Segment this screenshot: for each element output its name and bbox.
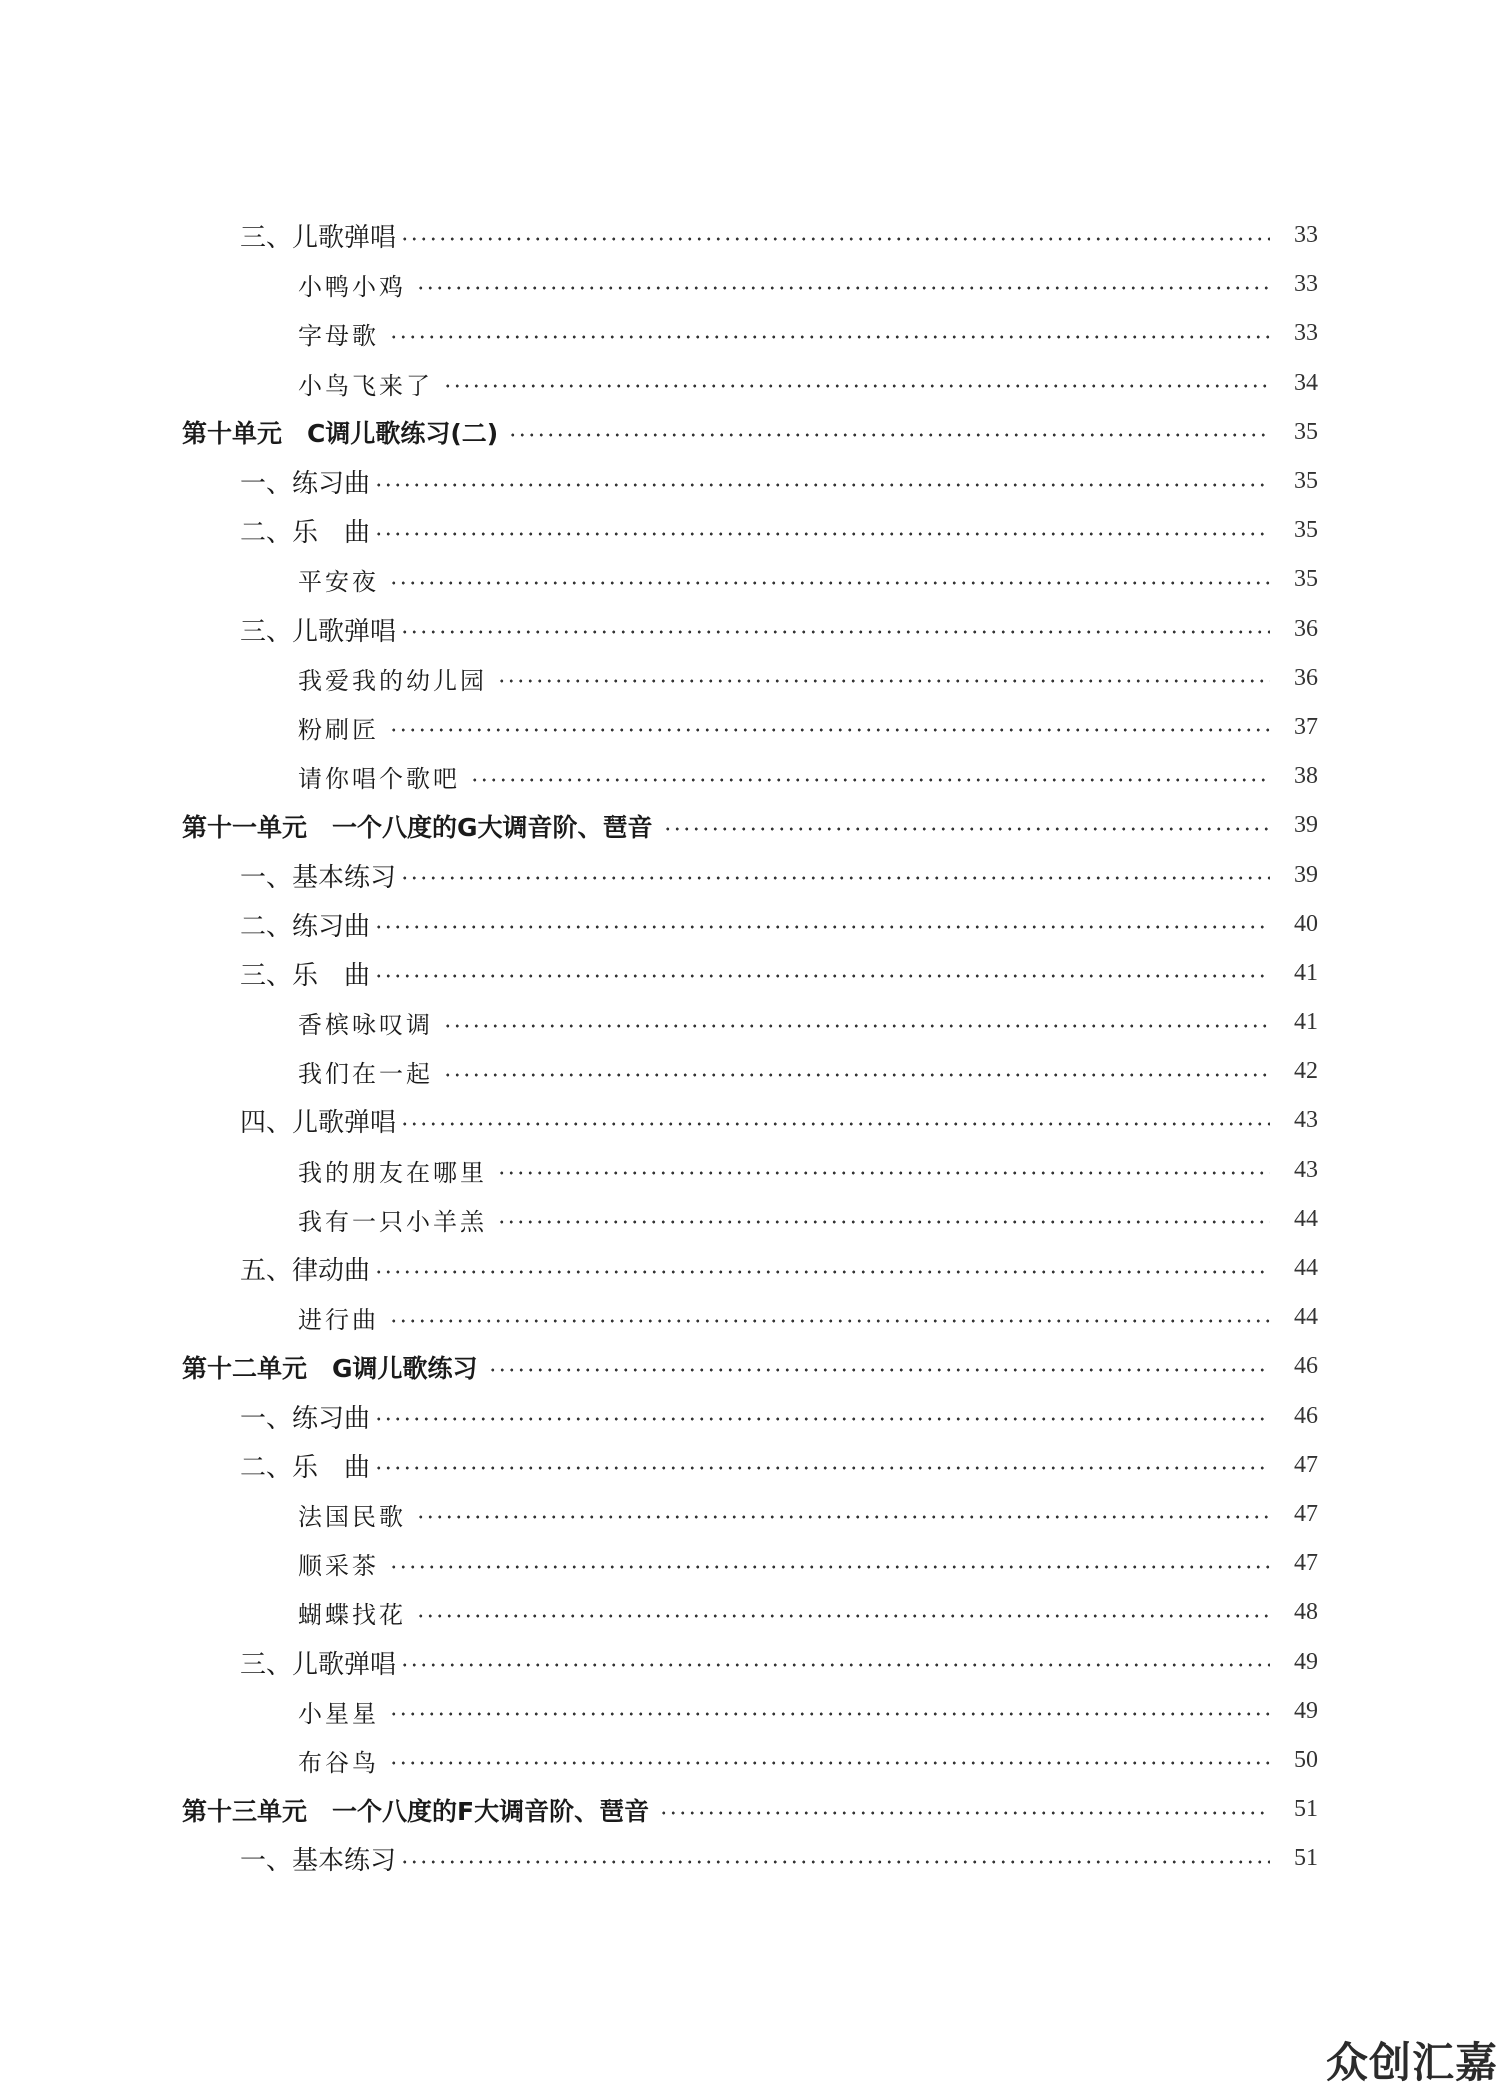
toc-page-number: 50 [1294, 1746, 1318, 1773]
toc-page-number: 44 [1294, 1255, 1318, 1282]
toc-page-number: 35 [1294, 468, 1318, 495]
dot-leader [374, 1270, 1270, 1274]
toc-page-number: 44 [1294, 1205, 1318, 1232]
toc-entry-title: 小鸟飞来了 [298, 371, 433, 400]
toc-page-number: 38 [1294, 763, 1318, 790]
dot-leader [400, 1122, 1270, 1126]
toc-entry-title: 二、乐 曲 [240, 1452, 371, 1483]
toc-section-entry[interactable] [0, 850, 1504, 899]
toc-entry-title: 第十一单元 一个八度的G大调音阶、琶音 [182, 812, 653, 842]
toc-entry-title: 我爱我的幼儿园 [298, 666, 487, 695]
toc-entry-title: 我的朋友在哪里 [298, 1158, 487, 1187]
dot-leader [374, 1417, 1270, 1421]
toc-page-number: 33 [1294, 222, 1318, 249]
toc-section-entry[interactable] [0, 457, 1504, 506]
toc-page-number: 35 [1294, 418, 1318, 445]
table-of-contents [0, 211, 1504, 1883]
toc-entry-title: 第十单元 C调儿歌练习(二) [182, 419, 499, 449]
toc-section-entry[interactable] [0, 1244, 1504, 1293]
toc-song-entry[interactable] [0, 703, 1504, 752]
toc-page-number: 35 [1294, 566, 1318, 593]
toc-unit-entry[interactable] [0, 1342, 1504, 1391]
dot-leader [400, 1663, 1270, 1667]
dot-leader [443, 1073, 1270, 1077]
toc-entry-title: 我们在一起 [298, 1060, 433, 1089]
toc-song-entry[interactable] [0, 1293, 1504, 1342]
toc-song-entry[interactable] [0, 1539, 1504, 1588]
dot-leader [443, 1024, 1270, 1028]
dot-leader [400, 237, 1270, 241]
dot-leader [508, 433, 1270, 437]
dot-leader [497, 1220, 1270, 1224]
toc-entry-title: 进行曲 [298, 1306, 379, 1335]
toc-entry-title: 一、基本练习 [240, 862, 397, 893]
toc-page-number: 44 [1294, 1304, 1318, 1331]
toc-page-number: 33 [1294, 320, 1318, 347]
toc-entry-title: 请你唱个歌吧 [298, 765, 460, 794]
dot-leader [659, 1811, 1270, 1815]
toc-page-number: 40 [1294, 910, 1318, 937]
dot-leader [389, 335, 1270, 339]
toc-song-entry[interactable] [0, 555, 1504, 604]
toc-entry-title: 三、儿歌弹唱 [240, 223, 397, 254]
toc-section-entry[interactable] [0, 949, 1504, 998]
dot-leader [374, 925, 1270, 929]
dot-leader [389, 581, 1270, 585]
toc-page-number: 39 [1294, 861, 1318, 888]
toc-song-entry[interactable] [0, 309, 1504, 358]
dot-leader [389, 1761, 1270, 1765]
toc-entry-title: 一、练习曲 [240, 469, 371, 500]
toc-section-entry[interactable] [0, 900, 1504, 949]
dot-leader [400, 876, 1270, 880]
toc-page-number: 47 [1294, 1451, 1318, 1478]
toc-page-number: 34 [1294, 369, 1318, 396]
dot-leader [374, 974, 1270, 978]
toc-unit-entry[interactable] [0, 801, 1504, 850]
toc-entry-title: 字母歌 [298, 322, 379, 351]
toc-entry-title: 二、乐 曲 [240, 518, 371, 549]
dot-leader [374, 1466, 1270, 1470]
toc-page-number: 43 [1294, 1107, 1318, 1134]
toc-song-entry[interactable] [0, 1588, 1504, 1637]
dot-leader [374, 483, 1270, 487]
toc-section-entry[interactable] [0, 605, 1504, 654]
toc-page-number: 47 [1294, 1500, 1318, 1527]
dot-leader [374, 532, 1270, 536]
toc-entry-title: 三、儿歌弹唱 [240, 616, 397, 647]
dot-leader [389, 728, 1270, 732]
toc-page-number: 42 [1294, 1058, 1318, 1085]
toc-section-entry[interactable] [0, 1096, 1504, 1145]
toc-entry-title: 小鸭小鸡 [298, 273, 406, 302]
toc-entry-title: 第十三单元 一个八度的F大调音阶、琶音 [182, 1796, 650, 1826]
toc-page-number: 36 [1294, 615, 1318, 642]
dot-leader [389, 1565, 1270, 1569]
toc-entry-title: 小星星 [298, 1699, 379, 1728]
toc-entry-title: 蝴蝶找花 [298, 1601, 406, 1630]
toc-song-entry[interactable] [0, 1490, 1504, 1539]
toc-entry-title: 一、练习曲 [240, 1403, 371, 1434]
toc-section-entry[interactable] [0, 1637, 1504, 1686]
toc-song-entry[interactable] [0, 1146, 1504, 1195]
dot-leader [470, 778, 1270, 782]
toc-entry-title: 我有一只小羊羔 [298, 1207, 487, 1236]
dot-leader [400, 630, 1270, 634]
dot-leader [389, 1319, 1270, 1323]
toc-page-number: 36 [1294, 664, 1318, 691]
toc-section-entry[interactable] [0, 1392, 1504, 1441]
dot-leader [416, 286, 1270, 290]
toc-entry-title: 布谷鸟 [298, 1748, 379, 1777]
dot-leader [497, 679, 1270, 683]
dot-leader [443, 384, 1270, 388]
toc-page-number: 41 [1294, 959, 1318, 986]
toc-entry-title: 法国民歌 [298, 1502, 406, 1531]
toc-song-entry[interactable] [0, 1736, 1504, 1785]
toc-song-entry[interactable] [0, 1195, 1504, 1244]
toc-unit-entry[interactable] [0, 408, 1504, 457]
toc-page-number: 33 [1294, 271, 1318, 298]
toc-entry-title: 二、练习曲 [240, 911, 371, 942]
toc-page-number: 35 [1294, 517, 1318, 544]
dot-leader [497, 1171, 1270, 1175]
toc-page-number: 51 [1294, 1796, 1318, 1823]
toc-page-number: 39 [1294, 812, 1318, 839]
toc-song-entry[interactable] [0, 654, 1504, 703]
toc-page-number: 49 [1294, 1648, 1318, 1675]
watermark-logo: 众创汇嘉 [1325, 2038, 1498, 2087]
toc-song-entry[interactable] [0, 1047, 1504, 1096]
toc-entry-title: 一、基本练习 [240, 1846, 397, 1877]
toc-song-entry[interactable] [0, 998, 1504, 1047]
dot-leader [400, 1860, 1270, 1864]
toc-entry-title: 五、律动曲 [240, 1256, 371, 1287]
toc-entry-title: 香槟咏叹调 [298, 1011, 433, 1040]
toc-page-number: 46 [1294, 1353, 1318, 1380]
toc-page-number: 48 [1294, 1599, 1318, 1626]
toc-entry-title: 四、儿歌弹唱 [240, 1108, 397, 1139]
toc-song-entry[interactable] [0, 1687, 1504, 1736]
toc-entry-title: 粉刷匠 [298, 715, 379, 744]
toc-page-number: 43 [1294, 1156, 1318, 1183]
toc-entry-title: 三、乐 曲 [240, 960, 371, 991]
toc-section-entry[interactable] [0, 1834, 1504, 1883]
dot-leader [416, 1614, 1270, 1618]
toc-page-number: 37 [1294, 713, 1318, 740]
toc-section-entry[interactable] [0, 1441, 1504, 1490]
toc-entry-title: 顺采茶 [298, 1552, 379, 1581]
toc-page-number: 47 [1294, 1550, 1318, 1577]
dot-leader [416, 1515, 1270, 1519]
toc-entry-title: 平安夜 [298, 568, 379, 597]
dot-leader [389, 1712, 1270, 1716]
toc-song-entry[interactable] [0, 359, 1504, 408]
toc-song-entry[interactable] [0, 260, 1504, 309]
toc-entry-title: 第十二单元 G调儿歌练习 [182, 1353, 478, 1383]
dot-leader [663, 827, 1270, 831]
toc-page-number: 46 [1294, 1402, 1318, 1429]
toc-page-number: 49 [1294, 1697, 1318, 1724]
dot-leader [488, 1368, 1270, 1372]
toc-page-number: 51 [1294, 1845, 1318, 1872]
toc-entry-title: 三、儿歌弹唱 [240, 1649, 397, 1680]
toc-section-entry[interactable] [0, 506, 1504, 555]
toc-section-entry[interactable] [0, 211, 1504, 260]
toc-song-entry[interactable] [0, 752, 1504, 801]
toc-unit-entry[interactable] [0, 1785, 1504, 1834]
toc-page-number: 41 [1294, 1009, 1318, 1036]
